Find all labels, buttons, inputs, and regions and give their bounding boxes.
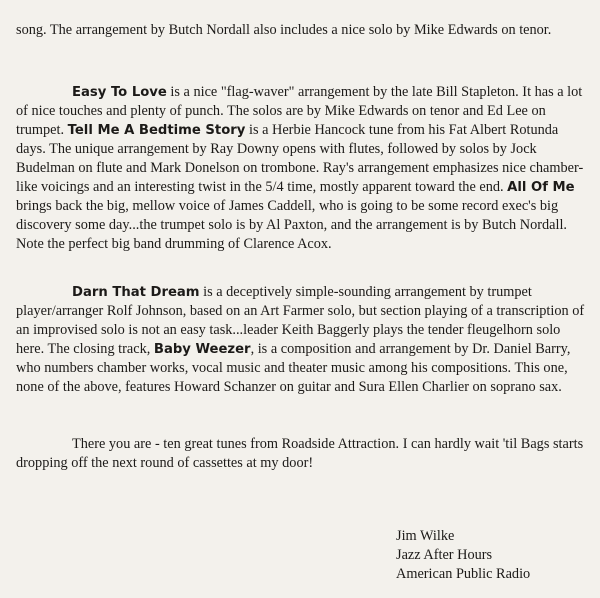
paragraph-text: , is a composition and arrangement by Dr. Daniel Barry, who numbers chamber works, vocal music and theater music among his compositions. This one, none of the above, features Howard Schanzer on guitar and Sura Ellen Charlier on soprano sax.: [16, 341, 571, 395]
paragraph-text: is a nice "flag-waver" arrangement by the late Bill Stapleton. It has a lot of nice touches and plenty of punch. The solos are by Mike Edwards on tenor and Ed Lee on trumpet.: [16, 84, 583, 138]
signature-block: [396, 527, 530, 584]
paragraph-easy-to-love: [16, 83, 586, 254]
paragraph-text: is a deceptively simple-sounding arrangement by trumpet player/arranger Rolf Johnson, based on an Art Farmer solo, but section playing of a transcription of an improvised solo is not an easy task...leader Keith Baggerly plays the tender fleugelhorn solo here. The closing track,: [16, 284, 585, 357]
closing-text: There you are - ten great tunes from Roadside Attraction. I can hardly wait 'til Bags starts dropping off the next round of cassettes at my door!: [16, 436, 584, 471]
tune-title-tell-me-a-bedtime-story: Tell Me A Bedtime Story: [67, 123, 246, 138]
paragraph-text: brings back the big, mellow voice of James Caddell, who is going to be some record exec's big discovery some day...the trumpet solo is by Al Paxton, and the arrangement is by Butch Nordall. Note the perfect big band drumming of Clarence Acox.: [16, 198, 567, 252]
paragraph-darn-that-dream: [16, 283, 586, 397]
intro-text: song. The arrangement by Butch Nordall also includes a nice solo by Mike Edwards on tenor.: [16, 22, 552, 38]
tune-title-baby-weezer: Baby Weezer: [153, 342, 251, 357]
author-name: Jim Wilke: [396, 528, 455, 544]
tune-title-all-of-me: All Of Me: [507, 180, 575, 195]
network-name: American Public Radio: [396, 566, 531, 582]
program-name: Jazz After Hours: [396, 547, 493, 563]
paragraph-text: is a Herbie Hancock tune from his Fat Albert Rotunda days. The unique arrangement by Ray Downy opens with flutes, followed by solos by Jock Budelman on flute and Mark Donelson on trombone. Ray's arrangement emphasizes nice chamber-like voicings and an interesting twist in the 5/4 time, mostly apparent toward the end.: [16, 122, 584, 195]
closing-paragraph: [16, 435, 586, 473]
intro-paragraph: [16, 21, 586, 40]
tune-title-easy-to-love: Easy To Love: [72, 85, 167, 100]
tune-title-darn-that-dream: Darn That Dream: [72, 285, 200, 300]
